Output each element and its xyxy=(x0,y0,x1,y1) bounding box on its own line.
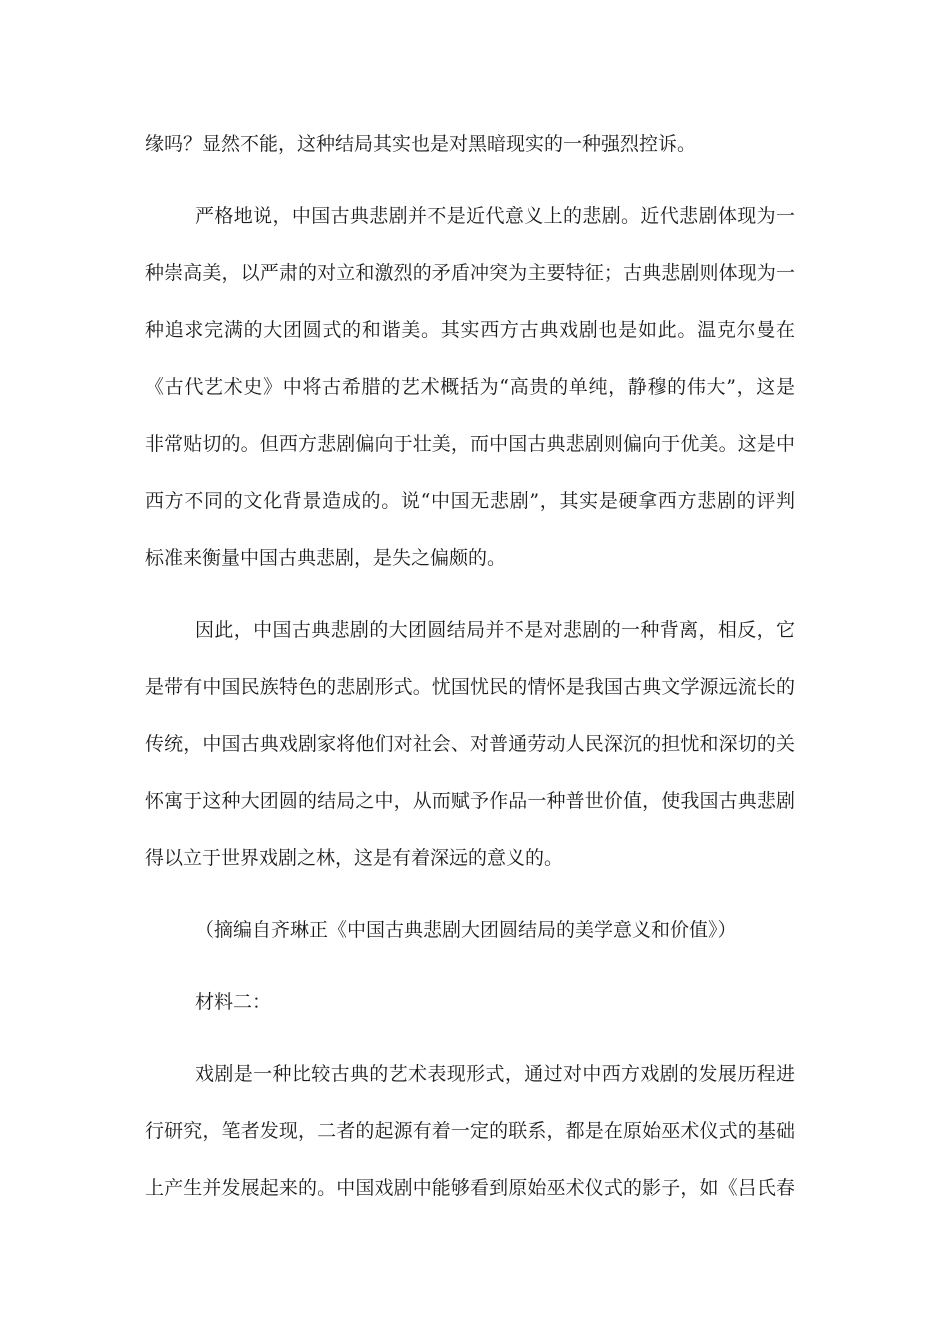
paragraph-line: 缘吗？显然不能，这种结局其实也是对黑暗现实的一种强烈控诉。 xyxy=(145,133,697,155)
paragraph-line: 怀寓于这种大团圆的结局之中，从而赋予作品一种普世价值，使我国古典悲剧 xyxy=(145,790,795,812)
paragraph-line: 因此，中国古典悲剧的大团圆结局并不是对悲剧的一种背离，相反，它 xyxy=(195,619,795,641)
paragraph-line: 《古代艺术史》中将古希腊的艺术概括为“高贵的单纯，静穆的伟大”，这是 xyxy=(145,376,795,398)
paragraph-line: 是带有中国民族特色的悲剧形式。忧国忧民的情怀是我国古典文学源远流长的 xyxy=(145,676,795,698)
paragraph-line: 戏剧是一种比较古典的艺术表现形式，通过对中西方戏剧的发展历程进 xyxy=(195,1063,795,1085)
paragraph-line: 上产生并发展起来的。中国戏剧中能够看到原始巫术仪式的影子，如《吕氏春 xyxy=(145,1177,795,1199)
paragraph-line: 得以立于世界戏剧之林，这是有着深远的意义的。 xyxy=(145,847,564,869)
citation-line: （摘编自齐琳正《中国古典悲剧大团圆结局的美学意义和价值》） xyxy=(195,919,737,941)
paragraph-line: 西方不同的文化背景造成的。说“中国无悲剧”，其实是硬拿西方悲剧的评判 xyxy=(145,490,795,512)
paragraph-line: 传统，中国古典戏剧家将他们对社会、对普通劳动人民深沉的担忧和深切的关 xyxy=(145,733,795,755)
paragraph-line: 严格地说，中国古典悲剧并不是近代意义上的悲剧。近代悲剧体现为一 xyxy=(195,205,795,227)
paragraph-line: 标准来衡量中国古典悲剧，是失之偏颇的。 xyxy=(145,547,507,569)
paragraph-line: 行研究，笔者发现，二者的起源有着一定的联系，都是在原始巫术仪式的基础 xyxy=(145,1120,795,1142)
paragraph-line: 种追求完满的大团圆式的和谐美。其实西方古典戏剧也是如此。温克尔曼在 xyxy=(145,319,795,341)
paragraph-line: 种崇高美，以严肃的对立和激烈的矛盾冲突为主要特征；古典悲剧则体现为一 xyxy=(145,262,795,284)
paragraph-line: 非常贴切的。但西方悲剧偏向于壮美，而中国古典悲剧则偏向于优美。这是中 xyxy=(145,433,795,455)
section-label: 材料二： xyxy=(195,991,272,1013)
